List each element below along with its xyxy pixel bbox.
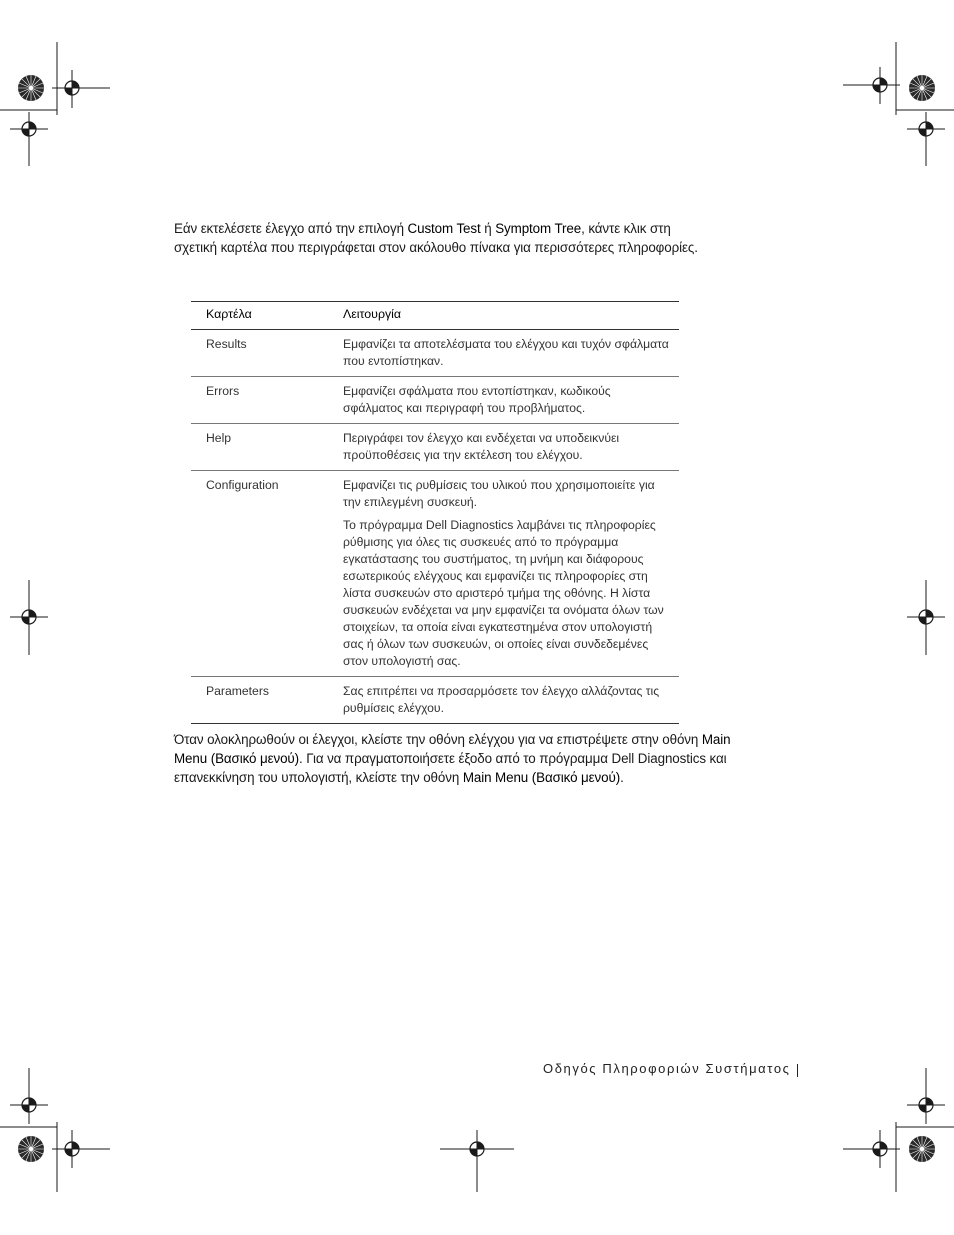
table-row (191, 330, 679, 376)
function-text: Εμφανίζει τις ρυθμίσεις του υλικού που χρησιμοποιείτε για την επιλεγμένη συσκευή. (343, 478, 655, 509)
table-row (191, 423, 679, 470)
table-cell-function (343, 430, 679, 464)
intro-text: ή (480, 221, 496, 236)
crop-mark-icon (843, 1068, 954, 1192)
symptom-tree-label: Symptom Tree (495, 221, 582, 236)
table-cell-tab: Help (206, 431, 232, 445)
starburst-icon (18, 75, 44, 101)
table-cell-function (343, 477, 679, 670)
outro-text: . (620, 770, 624, 786)
intro-text: Εάν εκτελέσετε έλεγχο από την επιλογή (174, 221, 408, 236)
crop-mark-icon (0, 1068, 110, 1192)
outro-text: . Για να πραγματοποιήσετε έξοδο από το πρόγραμμα Dell Diagnostics και επανεκκίνηση του υπολογιστή, κλείστε την οθόνη (174, 751, 727, 786)
intro-text: , κάντε κλικ στη σχετική καρτέλα που περιγράφεται στον ακόλουθο πίνακα για περισσότερες πληροφορίες. (174, 221, 698, 256)
table-header-row (191, 302, 679, 330)
outro-text: Όταν ολοκληρωθούν οι έλεγχοι, κλείστε την οθόνη ελέγχου για να επιστρέψετε στην οθόνη (174, 732, 702, 747)
starburst-icon (18, 1136, 44, 1162)
page-footer-title: Οδηγός Πληροφοριών Συστήματος (543, 1061, 791, 1076)
tabs-table (191, 301, 679, 724)
function-text: Εμφανίζει σφάλματα που εντοπίστηκαν, κωδικούς σφάλματος και περιγραφή του προβλήματος. (343, 384, 611, 415)
table-cell-tab: Parameters (206, 684, 269, 698)
main-menu-label: Main Menu (Βασικό μενού) (462, 770, 621, 786)
table-cell-tab: Configuration (206, 478, 279, 492)
main-menu-label: Main Menu (Βασικό μενού) (174, 732, 731, 767)
starburst-icon (909, 1136, 935, 1162)
table-cell-tab: Results (206, 337, 247, 351)
table-cell-function (343, 336, 679, 370)
crop-mark-icon (440, 1130, 514, 1192)
crop-mark-icon (843, 42, 954, 166)
table-cell-function (343, 383, 679, 417)
table-row (191, 376, 679, 423)
outro-paragraph (174, 730, 734, 788)
table-cell-tab: Errors (206, 384, 240, 398)
table-header-tab: Καρτέλα (206, 307, 252, 321)
table-header-function: Λειτουργία (343, 307, 402, 321)
custom-test-label: Custom Test (407, 221, 481, 236)
intro-paragraph (174, 219, 714, 257)
footer-divider (797, 1064, 798, 1077)
starburst-icon (909, 75, 935, 101)
table-row (191, 676, 679, 723)
function-text: Σας επιτρέπει να προσαρμόσετε τον έλεγχο αλλάζοντας τις ρυθμίσεις ελέγχου. (343, 684, 660, 715)
function-text: Το πρόγραμμα Dell Diagnostics λαμβάνει τις πληροφορίες ρύθμισης για όλες τις συσκευές από το πρόγραμμα εγκατάστασης του συστήματος, τη μνήμη και διάφορους εσωτερικούς ελέγχους και εμφανίζει τις πληροφορίες στη λίστα συσκευών στο αριστερό τμήμα της οθόνης. Η λίστα συσκευών ενδέχεται να μην εμφανίζει τα ονόματα όλων των στοιχείων, τα οποία είναι εγκατεστημένα στον υπολογιστή σας ή όλων των συσκευών, οι οποίες είναι συνδεδεμένες στον υπολογιστή σας. (343, 518, 664, 668)
function-text: Περιγράφει τον έλεγχο και ενδέχεται να υποδεικνύει προϋποθέσεις για την εκτέλεση του ελέγχου. (343, 431, 620, 462)
table-cell-function (343, 683, 679, 717)
crop-mark-icon (0, 42, 110, 166)
function-text: Εμφανίζει τα αποτελέσματα του ελέγχου και τυχόν σφάλματα που εντοπίστηκαν. (343, 337, 669, 368)
table-row (191, 470, 679, 676)
